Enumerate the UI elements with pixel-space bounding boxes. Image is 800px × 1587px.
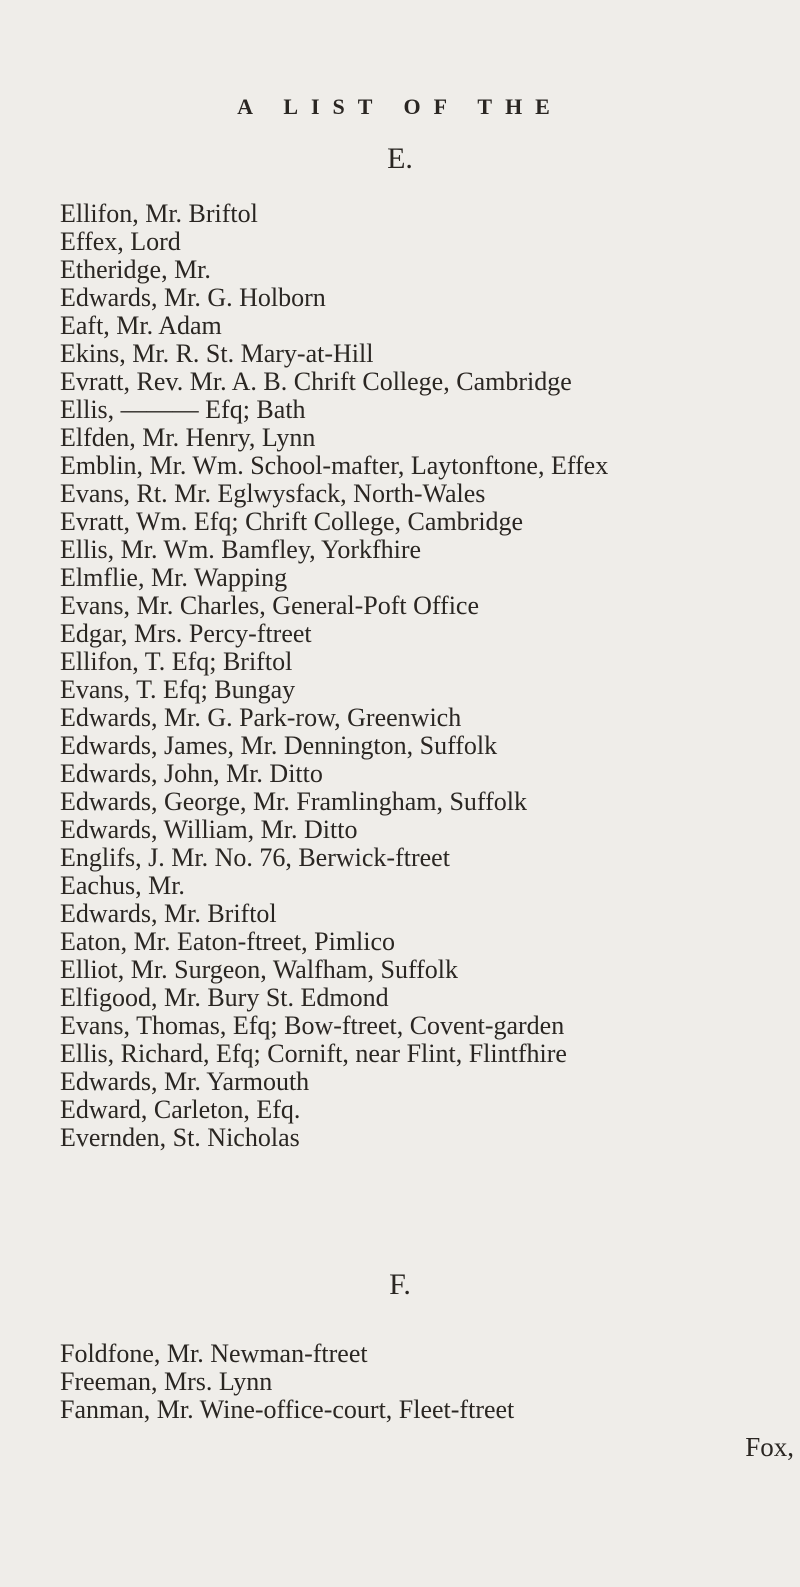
subscriber-list-f [60, 1340, 790, 1424]
list-item: Fanman, Mr. Wine-office-court, Fleet-ftreet [60, 1395, 515, 1424]
list-item: Englifs, J. Mr. No. 76, Berwick-ftreet [60, 843, 450, 872]
list-item: Elfden, Mr. Henry, Lynn [60, 423, 316, 452]
list-item: Edwards, James, Mr. Dennington, Suffolk [60, 731, 498, 760]
list-item: Ellis, Mr. Wm. Bamfley, Yorkfhire [60, 535, 422, 564]
list-item: Edwards, William, Mr. Ditto [60, 815, 358, 844]
list-item: Effex, Lord [60, 227, 181, 256]
running-head: A LIST OF THE [237, 94, 563, 119]
list-item: Foldfone, Mr. Newman-ftreet [60, 1339, 368, 1368]
list-item: Edwards, Mr. G. Holborn [60, 283, 326, 312]
list-item: Eachus, Mr. [60, 871, 185, 900]
list-item: Ekins, Mr. R. St. Mary-at-Hill [60, 339, 374, 368]
list-item: Elmflie, Mr. Wapping [60, 563, 288, 592]
list-item: Etheridge, Mr. [60, 255, 211, 284]
catchword: Fox, [745, 1432, 794, 1462]
section-letter-f: F. [389, 1268, 411, 1301]
list-item: Edwards, John, Mr. Ditto [60, 759, 323, 788]
list-item: Ellis, Richard, Efq; Cornift, near Flint, Flintfhire [60, 1039, 567, 1068]
list-item: Ellifon, T. Efq; Briftol [60, 647, 293, 676]
section-letter-e: E. [387, 142, 413, 175]
list-item: Evratt, Wm. Efq; Chrift College, Cambridge [60, 507, 524, 536]
list-item: Eaft, Mr. Adam [60, 311, 222, 340]
list-item: Evratt, Rev. Mr. A. B. Chrift College, Cambridge [60, 367, 572, 396]
list-item: Evernden, St. Nicholas [60, 1123, 300, 1152]
list-item: Ellifon, Mr. Briftol [60, 199, 258, 228]
list-item: Emblin, Mr. Wm. School-mafter, Laytonftone, Effex [60, 451, 609, 480]
list-item: Elfigood, Mr. Bury St. Edmond [60, 983, 389, 1012]
list-item: Ellis, ——— Efq; Bath [60, 395, 306, 424]
list-item: Edwards, George, Mr. Framlingham, Suffolk [60, 787, 527, 816]
list-item: Edwards, Mr. Yarmouth [60, 1067, 310, 1096]
list-item: Edwards, Mr. Briftol [60, 899, 277, 928]
list-item: Freeman, Mrs. Lynn [60, 1367, 273, 1396]
list-item: Edwards, Mr. G. Park-row, Greenwich [60, 703, 462, 732]
list-item: Edgar, Mrs. Percy-ftreet [60, 619, 312, 648]
list-item: Edward, Carleton, Efq. [60, 1095, 301, 1124]
list-item: Evans, Rt. Mr. Eglwysfack, North-Wales [60, 479, 486, 508]
subscriber-list-e [60, 200, 790, 1152]
list-item: Elliot, Mr. Surgeon, Walfham, Suffolk [60, 955, 459, 984]
list-item: Evans, T. Efq; Bungay [60, 675, 296, 704]
list-item: Evans, Thomas, Efq; Bow-ftreet, Covent-garden [60, 1011, 565, 1040]
list-item: Evans, Mr. Charles, General-Poft Office [60, 591, 480, 620]
list-item: Eaton, Mr. Eaton-ftreet, Pimlico [60, 927, 396, 956]
